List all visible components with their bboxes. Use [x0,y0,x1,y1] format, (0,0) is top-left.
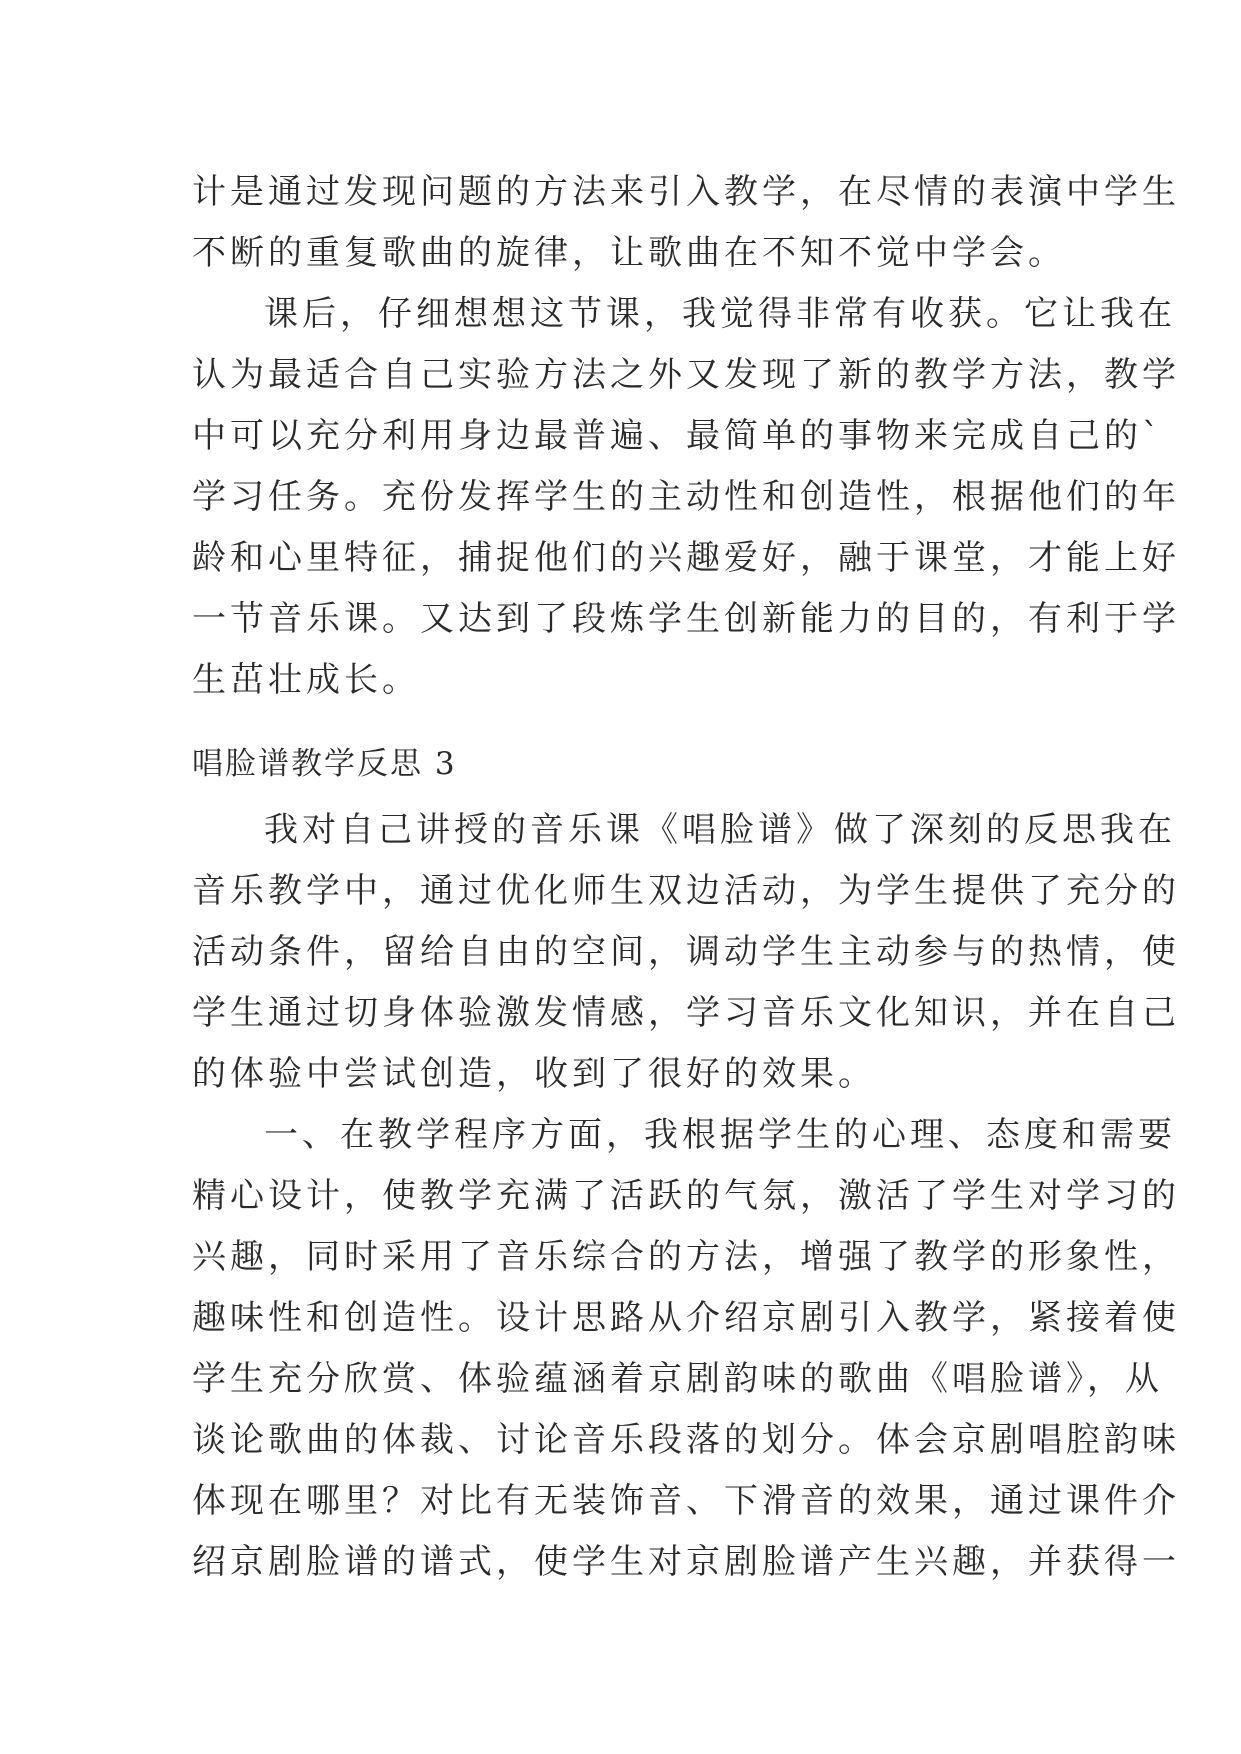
text-line: 课后，仔细想想这节课，我觉得非常有收获。它让我在 [264,294,1176,334]
text-line: 精心设计，使教学充满了活跃的气氛，激活了学生对学习的 [192,1176,1180,1216]
text-line: 兴趣，同时采用了音乐综合的方法，增强了教学的形象性， [192,1237,1180,1277]
section-title: 唱脸谱教学反思 3 [192,746,457,782]
text-line: 活动条件，留给自由的空间，调动学生主动参与的热情，使 [192,932,1180,972]
after-class-paragraph [192,284,1180,711]
text-line: 认为最适合自己实验方法之外又发现了新的教学方法，教学 [192,355,1180,395]
text-line: 生茁壮成长。 [192,660,420,700]
text-line: 中可以充分利用身边最普遍、最简单的事物来完成自己的` [192,416,1163,456]
text-line: 不断的重复歌曲的旋律，让歌曲在不知不觉中学会。 [192,233,1066,273]
text-line: 一、在教学程序方面，我根据学生的心理、态度和需要 [264,1115,1176,1155]
text-line: 龄和心里特征，捕捉他们的兴趣爱好，融于课堂，才能上好 [192,538,1180,578]
text-line: 计是通过发现问题的方法来引入教学，在尽情的表演中学生 [192,172,1180,212]
text-line: 体现在哪里？对比有无装饰音、下滑音的效果，通过课件介 [192,1481,1180,1521]
text-line: 学习任务。充份发挥学生的主动性和创造性，根据他们的年 [192,477,1180,517]
text-line: 绍京剧脸谱的谱式，使学生对京剧脸谱产生兴趣，并获得一 [192,1542,1180,1582]
text-line: 学生充分欣赏、体验蕴涵着京剧韵味的歌曲《唱脸谱》，从 [192,1359,1163,1399]
text-line: 趣味性和创造性。设计思路从介绍京剧引入教学，紧接着使 [192,1298,1180,1338]
text-line: 一节音乐课。又达到了段炼学生创新能力的目的，有利于学 [192,599,1180,639]
text-line: 音乐教学中，通过优化师生双边活动，为学生提供了充分的 [192,871,1180,911]
procedure-paragraph [192,1105,1180,1593]
text-line: 谈论歌曲的体裁、讨论音乐段落的划分。体会京剧唱腔韵味 [192,1420,1180,1460]
reflection-paragraph [192,800,1180,1105]
text-line: 的体验中尝试创造，收到了很好的效果。 [192,1054,876,1094]
continuation-paragraph [192,162,1180,284]
text-line: 学生通过切身体验激发情感，学习音乐文化知识，并在自己 [192,993,1180,1033]
text-line: 我对自己讲授的音乐课《唱脸谱》做了深刻的反思我在 [264,810,1176,850]
